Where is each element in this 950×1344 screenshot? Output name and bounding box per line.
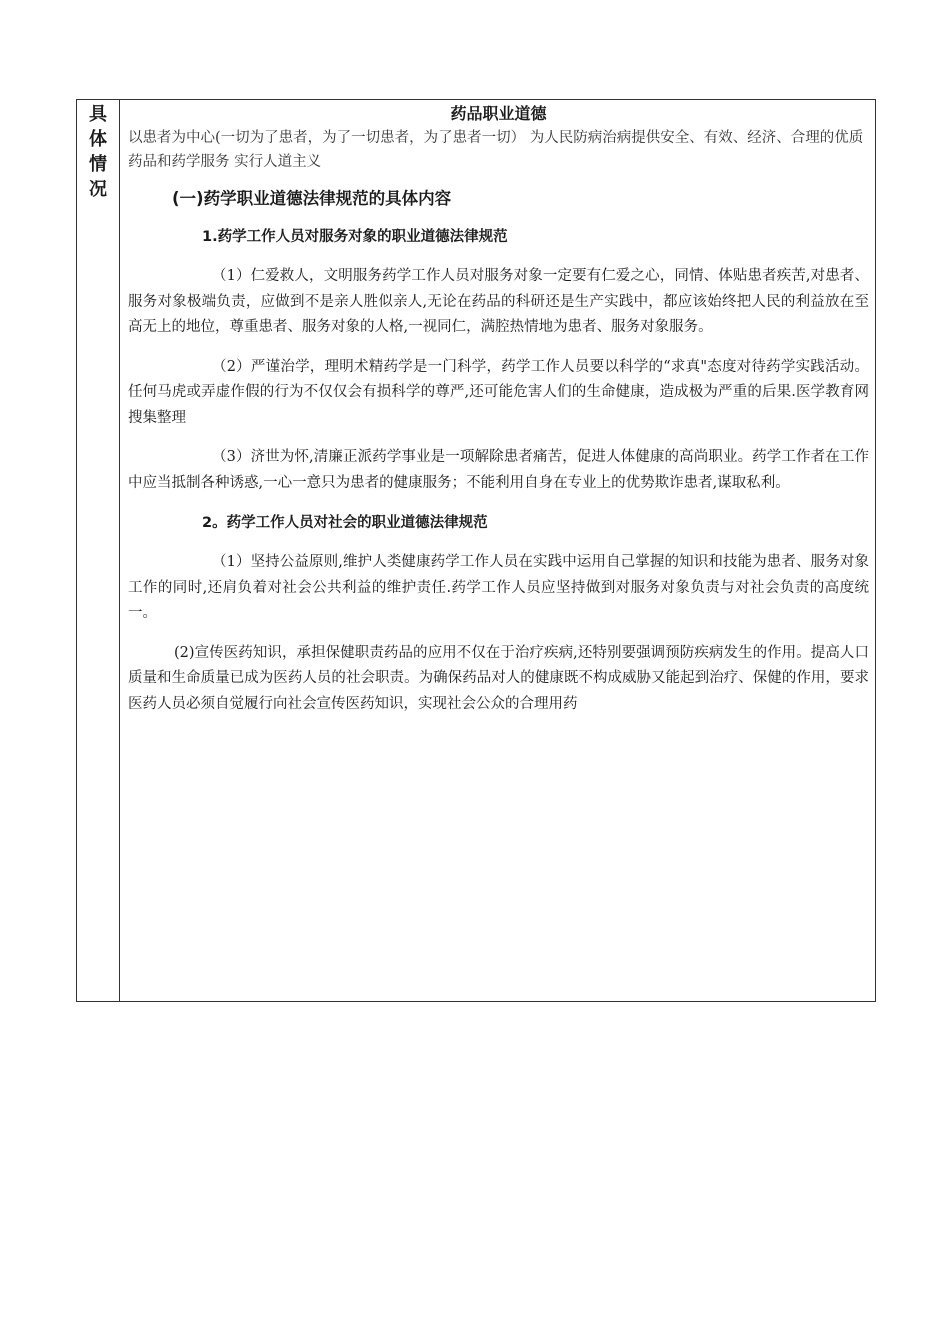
document-table (76, 99, 876, 1002)
intro-text: 以患者为中心(一切为了患者，为了一切患者，为了患者一切） 为人民防病治病提供安全、有效、经济、合理的优质药品和药学服务 实行人道主义 (128, 130, 864, 170)
subsection-heading-1: 1.药学工作人员对服务对象的职业道德法律规范 (202, 229, 508, 245)
side-label-char: 况 (89, 179, 107, 200)
paragraph: （2）严谨治学，理明术精药学是一门科学，药学工作人员要以科学的“求真"态度对待药学实践活动。任何马虎或弄虚作假的行为不仅仅会有损科学的尊严,还可能危害人们的生命健康，造成极为严重的后果.医学教育网搜集整理 (128, 358, 869, 426)
side-label-char: 具 (89, 104, 107, 125)
paragraph: （1）坚持公益原则,维护人类健康药学工作人员在实践中运用自己掌握的知识和技能为患者、服务对象工作的同时,还肩负着对社会公共利益的维护责任.药学工作人员应坚持做到对服务对象负责与对社会负责的高度统一。 (128, 554, 869, 621)
side-label-cell (77, 100, 120, 1001)
document-title: 药品职业道德 (450, 104, 547, 123)
paragraph: （3）济世为怀,清廉正派药学事业是一项解除患者痛苦，促进人体健康的高尚职业。药学工作者在工作中应当抵制各种诱惑,一心一意只为患者的健康服务；不能利用自身在专业上的优势欺诈患者,谋取私利。 (128, 449, 869, 491)
side-label-char: 体 (89, 129, 107, 150)
content-cell (120, 100, 875, 1001)
subsection-heading-2: 2。药学工作人员对社会的职业道德法律规范 (202, 515, 488, 531)
paragraph: （1）仁爱救人，文明服务药学工作人员对服务对象一定要有仁爱之心，同情、体贴患者疾苦,对患者、服务对象极端负责，应做到不是亲人胜似亲人,无论在药品的科研还是生产实践中，都应该始终把人民的利益放在至高无上的地位，尊重患者、服务对象的人格,一视同仁，满腔热情地为患者、服务对象服务。 (128, 268, 869, 335)
section-heading: (一)药学职业道德法律规范的具体内容 (172, 189, 452, 208)
paragraph: (2)宣传医药知识，承担保健职责药品的应用不仅在于治疗疾病,还特别要强调预防疾病发生的作用。提高人口质量和生命质量已成为医药人员的社会职责。为确保药品对人的健康既不构成威胁又能起到治疗、保健的作用，要求医药人员必须自觉履行向社会宣传医药知识，实现社会公众的合理用药 (128, 644, 869, 712)
side-label-char: 情 (89, 154, 107, 175)
